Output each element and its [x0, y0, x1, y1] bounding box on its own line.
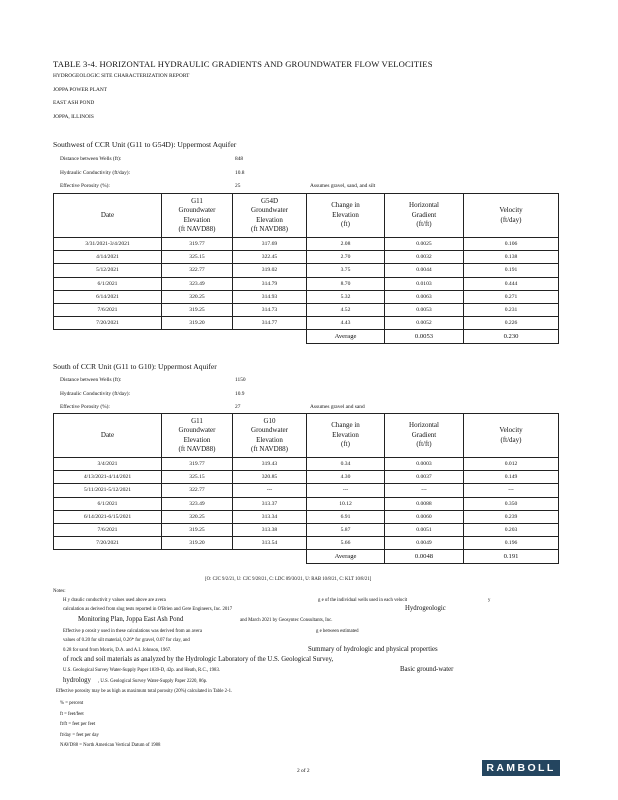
notes-label: Notes:	[53, 589, 66, 594]
change-cell: 5.87	[307, 523, 385, 536]
velocity-cell: 0.196	[464, 537, 559, 550]
date-cell: 6/14/2021-6/15/2021	[54, 510, 162, 523]
change-cell: 3.75	[307, 264, 385, 277]
well1-elevation-cell: 319.20	[162, 317, 233, 330]
change-cell: 10.12	[307, 497, 385, 510]
date-cell: 5/12/2021	[54, 264, 162, 277]
change-column-header: Change in Elevation (ft)	[307, 194, 385, 238]
date-cell: 6/1/2021	[54, 497, 162, 510]
table-row	[54, 303, 559, 316]
empty-cell	[54, 330, 162, 344]
section1-conductivity-value: 10.8	[235, 170, 245, 176]
empty-cell	[233, 550, 307, 564]
table-row	[54, 251, 559, 264]
date-column-header: Date	[54, 194, 162, 238]
change-column-header: Change in Elevation (ft)	[307, 414, 385, 458]
table-row	[54, 510, 559, 523]
note-conductivity-a: H y draulic conductivit y values used above are avera	[63, 598, 166, 603]
date-cell: 6/14/2021	[54, 290, 162, 303]
table-row	[54, 264, 559, 277]
empty-cell	[233, 330, 307, 344]
date-cell: 5/11/2021-5/12/2021	[54, 484, 162, 497]
note-morris-johnson: 0.28 for sand from Morris, D.A. and A.I. Johnson, 1967.	[63, 648, 172, 653]
well2-elevation-cell: 313.37	[233, 497, 307, 510]
abbr-ft-per-ft: ft/ft = feet per feet	[60, 722, 96, 727]
note-porosity-a: Effective p orosit y used in these calculations was derived from an avera	[63, 629, 202, 634]
well2-elevation-cell: 319.02	[233, 264, 307, 277]
well2-elevation-cell: 320.85	[233, 471, 307, 484]
pond-name: EAST ASH POND	[53, 100, 95, 106]
gradient-cell: 0.0032	[385, 251, 464, 264]
page-number: 2 of 2	[297, 768, 310, 774]
gradient-cell: 0.0088	[385, 497, 464, 510]
gradient-cell: 0.0003	[385, 458, 464, 471]
note-geosyntec: and March 2021 by Geosyntec Consultants, Inc.	[240, 618, 333, 623]
well2-elevation-cell: 319.43	[233, 458, 307, 471]
gradient-cell: 0.0044	[385, 264, 464, 277]
well2-elevation-cell: 313.38	[233, 523, 307, 536]
note-usgs-2220: , U.S. Geological Survey Water-Supply Paper 2220, 86p.	[98, 679, 208, 684]
gradient-cell: ---	[385, 484, 464, 497]
section2-assumption: Assumes gravel and sand	[310, 404, 365, 410]
gradient-cell: 0.0037	[385, 471, 464, 484]
gradient-cell: 0.0052	[385, 317, 464, 330]
velocity-column-header: Velocity (ft/day)	[464, 194, 559, 238]
velocity-cell: 0.271	[464, 290, 559, 303]
section1-distance-value: 848	[235, 156, 244, 162]
section2-conductivity-value: 10.9	[235, 391, 245, 397]
average-label: Average	[307, 550, 385, 564]
table-row	[54, 458, 559, 471]
date-cell: 3/4/2021	[54, 458, 162, 471]
well2-elevation-cell: 313.54	[233, 537, 307, 550]
well2-elevation-cell: ---	[233, 484, 307, 497]
table-row	[54, 238, 559, 251]
section2-heading: South of CCR Unit (G11 to G10): Uppermost Aquifer	[53, 362, 217, 371]
gradient-cell: 0.0053	[385, 303, 464, 316]
note-hydrogeologic: Hydrogeologic	[405, 605, 446, 612]
change-cell: 4.52	[307, 303, 385, 316]
table-row	[54, 484, 559, 497]
well1-elevation-cell: 323.49	[162, 277, 233, 290]
change-cell: 2.70	[307, 251, 385, 264]
well2-elevation-cell: 314.73	[233, 303, 307, 316]
date-cell: 6/1/2021	[54, 277, 162, 290]
velocity-cell: 0.226	[464, 317, 559, 330]
change-cell: 2.08	[307, 238, 385, 251]
well1-elevation-cell: 325.15	[162, 471, 233, 484]
note-basic-groundwater: Basic ground-water	[400, 666, 454, 673]
change-cell: 4.43	[307, 317, 385, 330]
note-max-porosity: Effective porosity may be as high as maximum total porosity (20%) calculated in Table 2-1.	[56, 689, 233, 694]
well1-column-header: G11 Groundwater Elevation (ft NAVD88)	[162, 194, 233, 238]
change-cell: 5.32	[307, 290, 385, 303]
average-gradient: 0.0048	[385, 550, 464, 564]
change-cell: 6.91	[307, 510, 385, 523]
note-porosity-b: g e between estimated	[316, 629, 359, 634]
abbr-feet: ft = feet/feet	[60, 712, 84, 717]
well1-elevation-cell: 320.25	[162, 510, 233, 523]
well1-elevation-cell: 325.15	[162, 251, 233, 264]
note-monitoring-plan: Monitoring Plan, Joppa East Ash Pond	[78, 616, 184, 623]
velocity-cell: 0.138	[464, 251, 559, 264]
section1-distance-label: Distance between Wells (ft):	[60, 156, 122, 162]
section1-assumption: Assumes gravel, sand, and silt	[310, 183, 376, 189]
section2-distance-label: Distance between Wells (ft):	[60, 377, 122, 383]
section1-header-row	[54, 194, 559, 238]
velocity-cell: 0.012	[464, 458, 559, 471]
change-cell: 4.30	[307, 471, 385, 484]
velocity-cell: 0.350	[464, 497, 559, 510]
location-name: JOPPA, ILLINOIS	[53, 114, 94, 120]
section1-conductivity-label: Hydraulic Conductivity (ft/day):	[60, 170, 131, 176]
section2-table	[53, 413, 559, 564]
average-row	[54, 550, 559, 564]
section1-table	[53, 193, 559, 344]
table-row	[54, 497, 559, 510]
well1-elevation-cell: 319.20	[162, 537, 233, 550]
velocity-cell: 0.239	[464, 510, 559, 523]
average-row	[54, 330, 559, 344]
empty-cell	[162, 330, 233, 344]
gradient-column-header: Horizontal Gradient (ft/ft)	[385, 414, 464, 458]
gradient-column-header: Horizontal Gradient (ft/ft)	[385, 194, 464, 238]
note-hydrology: hydrology	[63, 677, 91, 684]
velocity-cell: 0.203	[464, 523, 559, 536]
well2-elevation-cell: 314.77	[233, 317, 307, 330]
date-cell: 4/14/2021	[54, 251, 162, 264]
gradient-cell: 0.0063	[385, 290, 464, 303]
section2-header-row	[54, 414, 559, 458]
well1-elevation-cell: 322.77	[162, 484, 233, 497]
date-cell: 7/20/2021	[54, 317, 162, 330]
well2-column-header: G10 Groundwater Elevation (ft NAVD88)	[233, 414, 307, 458]
table-row	[54, 290, 559, 303]
note-conductivity-b: g e of the individual wells used in each velocit	[318, 598, 408, 603]
date-column-header: Date	[54, 414, 162, 458]
section1-porosity-label: Effective Porosity (%):	[60, 183, 110, 189]
section2-porosity-label: Effective Porosity (%):	[60, 404, 110, 410]
well1-elevation-cell: 319.25	[162, 303, 233, 316]
empty-cell	[54, 550, 162, 564]
table-row	[54, 523, 559, 536]
velocity-cell: 0.106	[464, 238, 559, 251]
plant-name: JOPPA POWER PLANT	[53, 87, 108, 93]
gradient-cell: 0.0049	[385, 537, 464, 550]
empty-cell	[162, 550, 233, 564]
date-cell: 7/6/2021	[54, 523, 162, 536]
well2-column-header: G54D Groundwater Elevation (ft NAVD88)	[233, 194, 307, 238]
well2-elevation-cell: 322.45	[233, 251, 307, 264]
ramboll-logo	[482, 760, 560, 776]
abbr-navd88: NAVD88 = North American Vertical Datum of 1988	[60, 743, 161, 748]
section1-heading: Southwest of CCR Unit (G11 to G54D): Uppermost Aquifer	[53, 140, 237, 149]
report-table-title: TABLE 3-4. HORIZONTAL HYDRAULIC GRADIENTS AND GROUNDWATER FLOW VELOCITIES	[53, 59, 433, 69]
date-cell: 7/6/2021	[54, 303, 162, 316]
velocity-cell: 0.191	[464, 264, 559, 277]
section2-distance-value: 1150	[235, 377, 246, 383]
average-velocity: 0.191	[464, 550, 559, 564]
report-subtitle: HYDROGEOLOGIC SITE CHARACTERIZATION REPORT	[53, 73, 190, 79]
note-slug-tests: calculation as derived from slug tests reported in O'Brien and Gere Engineers, Inc. 2017	[63, 607, 233, 612]
well1-elevation-cell: 322.77	[162, 264, 233, 277]
gradient-cell: 0.0103	[385, 277, 464, 290]
date-cell: 7/20/2021	[54, 537, 162, 550]
average-gradient: 0.0053	[385, 330, 464, 344]
well2-elevation-cell: 314.79	[233, 277, 307, 290]
section1-porosity-value: 25	[235, 183, 241, 189]
note-usgs-paper: U.S. Geological Survey Water-Supply Paper 1839-D, 42p. and Heath, R.C., 1983.	[63, 668, 221, 673]
table-row	[54, 471, 559, 484]
gradient-cell: 0.0051	[385, 523, 464, 536]
change-cell: 5.66	[307, 537, 385, 550]
gradient-cell: 0.0060	[385, 510, 464, 523]
velocity-column-header: Velocity (ft/day)	[464, 414, 559, 458]
note-rock-soil: of rock and soil materials as analyzed by the Hydrologic Laboratory of the U.S. Geological Survey,	[63, 656, 334, 663]
well1-column-header: G11 Groundwater Elevation (ft NAVD88)	[162, 414, 233, 458]
velocity-cell: 0.444	[464, 277, 559, 290]
well2-elevation-cell: 317.69	[233, 238, 307, 251]
change-cell: ---	[307, 484, 385, 497]
well1-elevation-cell: 319.77	[162, 238, 233, 251]
well1-elevation-cell: 319.25	[162, 523, 233, 536]
table-row	[54, 277, 559, 290]
well1-elevation-cell: 320.25	[162, 290, 233, 303]
velocity-cell: ---	[464, 484, 559, 497]
abbr-percent: % = percent	[60, 701, 84, 706]
note-conductivity-c: y	[488, 598, 491, 603]
gradient-cell: 0.0025	[385, 238, 464, 251]
section2-conductivity-label: Hydraulic Conductivity (ft/day):	[60, 391, 131, 397]
well1-elevation-cell: 323.49	[162, 497, 233, 510]
table-row	[54, 317, 559, 330]
change-cell: 8.70	[307, 277, 385, 290]
well1-elevation-cell: 319.77	[162, 458, 233, 471]
date-cell: 4/13/2021-4/14/2021	[54, 471, 162, 484]
change-cell: 0.34	[307, 458, 385, 471]
date-cell: 3/31/2021-3/4/2021	[54, 238, 162, 251]
note-porosity-values: values of 0.20 for silt material, 0.26* for gravel, 0.07 for clay, and	[63, 638, 190, 643]
well2-elevation-cell: 313.34	[233, 510, 307, 523]
average-label: Average	[307, 330, 385, 344]
velocity-cell: 0.149	[464, 471, 559, 484]
checker-initials: [O: CJC 9/2/21, U: CJC 9/28/21, C: LDC 09/30/21, U: RAB 10/8/21, C: KLT 10/8/21]	[205, 577, 372, 582]
ramboll-logo-text: RAMBOLL	[486, 762, 556, 774]
section2-porosity-value: 27	[235, 404, 241, 410]
velocity-cell: 0.231	[464, 303, 559, 316]
abbr-ft-per-day: ft/day = feet per day	[60, 733, 99, 738]
well2-elevation-cell: 314.93	[233, 290, 307, 303]
note-summary-title: Summary of hydrologic and physical properties	[308, 646, 438, 653]
average-velocity: 0.230	[464, 330, 559, 344]
table-row	[54, 537, 559, 550]
